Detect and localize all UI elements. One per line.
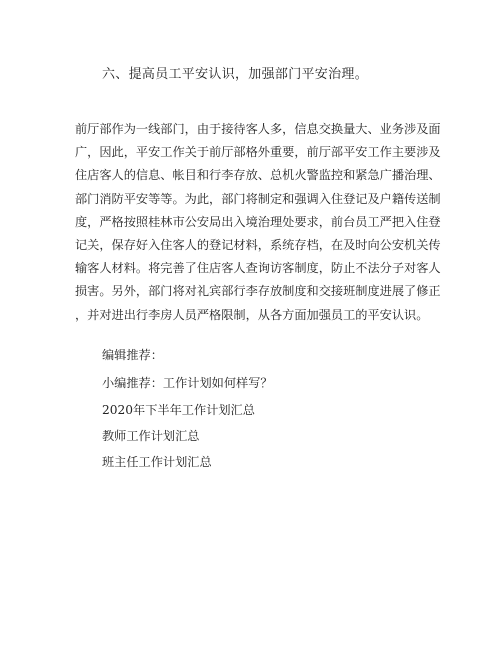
paragraph-line: 损害。另外，部门将对礼宾部行李存放制度和交接班制度进展了修正 [75, 284, 441, 299]
paragraph-line: ，并对进出行李房人员严格限制，从各方面加强员工的平安认识。 [75, 307, 429, 322]
recommend-link-3[interactable]: 教师工作计划汇总 [102, 429, 200, 443]
section-heading: 六、提高员工平安认识，加强部门平安治理。 [102, 67, 369, 82]
paragraph-line: 住店客人的信息、帐目和行李存放、总机火警监控和紧急广播治理、 [75, 168, 441, 183]
paragraph-line: 部门消防平安等等。为此，部门将制定和强调入住登记及户籍传送制 [75, 191, 441, 206]
paragraph-line: 度，严格按照桂林市公安局出入境治理处要求，前台员工严把入住登 [75, 214, 441, 229]
paragraph-line: 记关，保存好入住客人的登记材料，系统存档，在及时向公安机关传 [75, 238, 441, 253]
paragraph-line: 前厅部作为一线部门，由于接待客人多，信息交换量大、业务涉及面 [75, 122, 441, 136]
paragraph-line: 输客人材料。将完善了住店客人查询访客制度，防止不法分子对客人 [75, 261, 441, 276]
body-paragraph [75, 118, 441, 327]
paragraph-line: 广，因此，平安工作关于前厅部格外重要，前厅部平安工作主要涉及 [75, 145, 441, 160]
recommend-link-4[interactable]: 班主任工作计划汇总 [102, 455, 212, 469]
recommend-link-2[interactable]: 2020年下半年工作计划汇总 [102, 403, 255, 417]
editor-recommend-label: 编辑推荐： [102, 348, 163, 362]
recommend-link-1[interactable]: 小编推荐：工作计划如何样写？ [102, 376, 273, 390]
